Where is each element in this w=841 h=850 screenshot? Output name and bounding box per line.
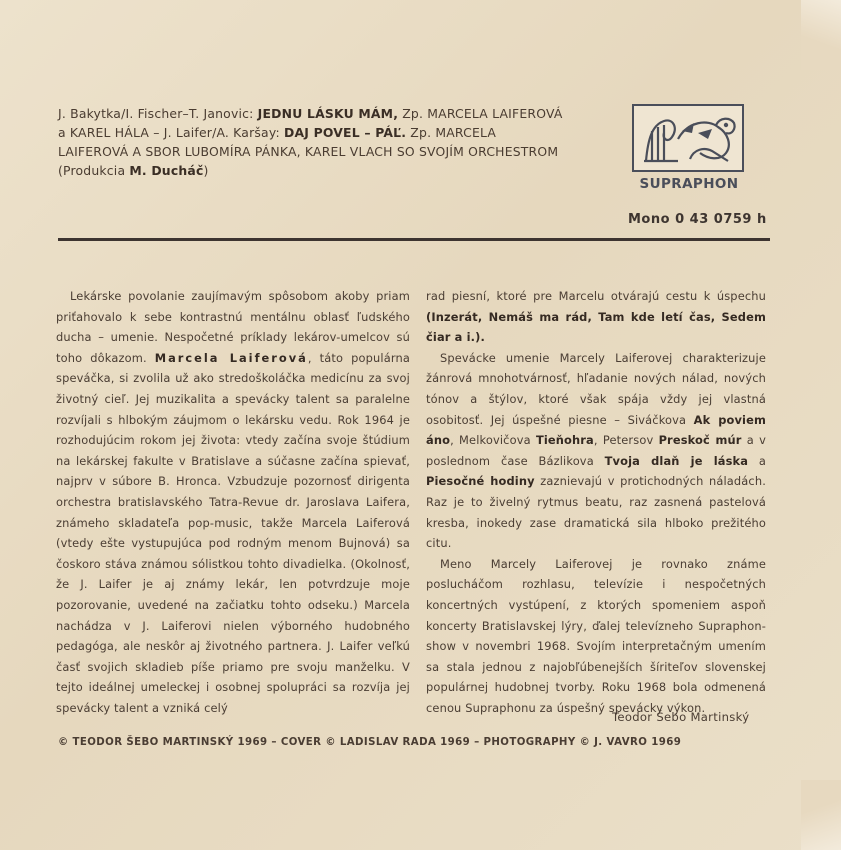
track-2-title: DAJ POVEL – PÁĽ. <box>283 125 407 140</box>
paragraph: rad piesní, ktoré pre Marcelu otvárajú cestu k úspechu (Inzerát, Nemáš ma rád, Tam kde letí čas, Sedem čiar a i.). <box>426 289 766 345</box>
producer-line: (Produkcia M. Ducháč) <box>58 163 209 178</box>
track-credits: J. Bakytka/I. Fischer–T. Janovic: JEDNU LÁSKU MÁM, Zp. MARCELA LAIFEROVÁ a KAREL HÁLA – J. Laifer/A. Karšay: DAJ POVEL – PÁĽ. Zp. MARCELA LAIFEROVÁ A SBOR LUBOMÍRA PÁNKA, KAREL VLACH SO SVOJÍM ORCHESTROM (Produkcia M. Ducháč) <box>58 104 568 180</box>
corner-fold-bottom <box>801 780 841 850</box>
lion-lyre-icon <box>638 109 740 169</box>
liner-notes-left-column <box>56 286 410 718</box>
divider-rule <box>58 238 770 241</box>
brand-name: SUPRAPHON <box>639 176 739 192</box>
author-signature: Teodor Šebo Martinský <box>612 710 750 724</box>
track-1-title: JEDNU LÁSKU MÁM, <box>257 106 399 121</box>
paragraph: Spevácke umenie Marcely Laiferovej charakterizuje žánrová mnohotvárnosť, hľadanie nových nálad, nových tónov a štýlov, ktoré však spája vždy jej vlastná osobitosť. Jej úspešné piesne – Siváčkova Ak poviem áno, Melkovičova Tieňohra, Petersov Preskoč múr a v poslednom čase Bázlikova Tvoja dlaň je láska a Piesočné hodiny zaznievajú v protichodných náladách. Raz je to živelný rytmus beatu, raz zasnená pastelová kresba, inokedy zase dramatická sila hlboko prežitého citu. <box>426 350 766 551</box>
paragraph: Meno Marcely Laiferovej je rovnako známe poslucháčom rozhlasu, televízie i nespočetných koncertných vystúpení, z ktorých spomeniem aspoň koncerty Bratislavskej lýry, ďalej televízneho Supraphon-show v novembri 1968. Svojím interpretačným umením sa stala jednou z najobľúbenejších šíriteľov slovenskej populárnej hudobnej tvorby. Roku 1968 bola odmenená cenou Supraphonu za úspešný spevácky výkon. <box>426 556 766 715</box>
paragraph: Lekárske povolanie zaujímavým spôsobom akoby priam priťahovalo k sebe kontrastnú mentálnu oblasť ľudského ducha – umenie. Nespočetné príklady lekárov-umelcov sú toho dôkazom. Marcela Laiferová, táto populárna speváčka, si zvolila už ako stredoškoláčka medicínu za svoj životný cieľ. Jej muzikalita a spevácky talent sa paralelne rozvíjali s hlbokým záujmom o lekársku vedu. Rok 1964 je rozhodujúcim rokom jej života: vtedy začína svoje štúdium na lekárskej fakulte v Bratislave a súčasne začína spievať, najprv v súbore B. Hronca. Vzbudzuje pozornosť dirigenta orchestra bratislavského Tatra-Revue dr. Jaroslava Laifera, známeho skladateľa pop-music, takže Marcela Laiferová (vtedy ešte vystupujúca pod rodným menom Bujnová) sa čoskoro stáva známou sólistkou tohto divadielka. (Okolnosť, že J. Laifer je aj známy lekár, len potvrdzuje moje pozorovanie, uvedené na začiatku tohto odseku.) Marcela nachádza v J. Laiferovi nielen výborného hudobného pedagóga, ale neskôr aj životného partnera. J. Laifer veľkú časť svojich skladieb píše priamo pre svoju manželku. V tejto ideálnej umeleckej i osobnej spolupráci sa rozvíja jej spevácky talent a vzniká celý <box>56 289 410 715</box>
copyright-line: © TEODOR ŠEBO MARTINSKÝ 1969 – COVER © LADISLAV RADA 1969 – PHOTOGRAPHY © J. VAVRO 1969 <box>58 737 682 748</box>
corner-fold-top <box>801 0 841 70</box>
catalog-number: Mono 0 43 0759 h <box>628 212 767 227</box>
supraphon-logo <box>632 104 744 172</box>
artist-name: Marcela Laiferová <box>154 350 308 365</box>
liner-notes-right-column <box>426 286 766 718</box>
